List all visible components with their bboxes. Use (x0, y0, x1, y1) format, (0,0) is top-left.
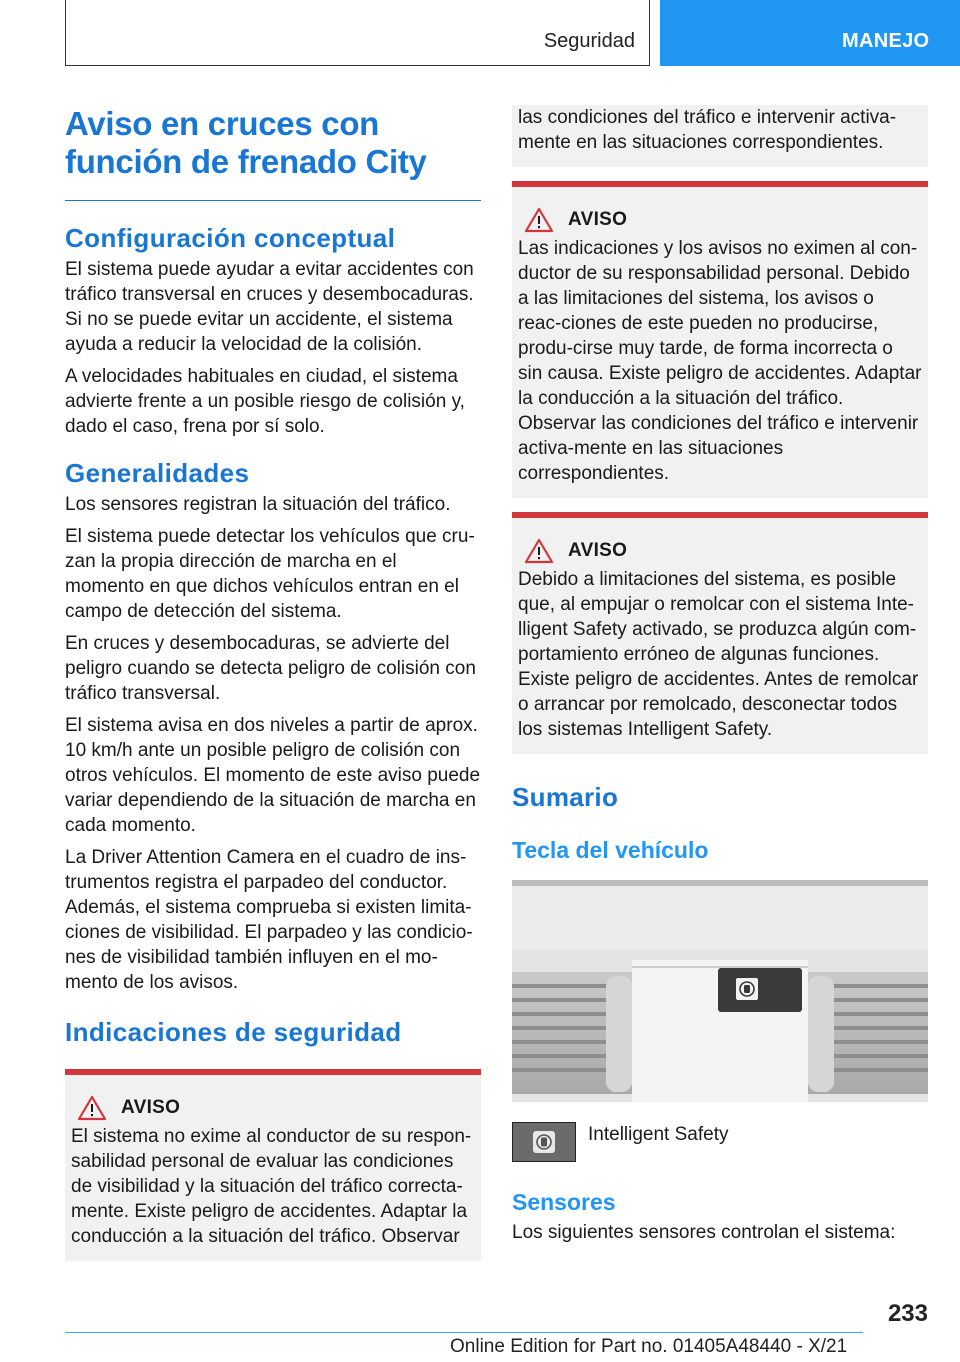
warning-header (71, 1095, 475, 1121)
paragraph-general-4: El sistema avisa en dos niveles a partir de aprox. 10 km/h ante un posible peligro de colisión con otros vehículos. El momento de este aviso puede variar dependiendo de la situación de marcha en cada momento. (65, 715, 481, 836)
warning-label: AVISO (121, 1097, 181, 1118)
paragraph-sensores: Los siguientes sensores controlan el sistema: (512, 1222, 896, 1243)
footer-edition: Online Edition for Part no. 01405A48440 - X/21 (450, 1336, 848, 1357)
left-column (65, 105, 481, 1261)
paragraph-general-5: La Driver Attention Camera en el cuadro de ins-trumentos registra el parpadeo del conductor. Además, el sistema comprueba si existen limita-ciones de visibilidad. El parpadeo y las condicio-nes de visibilidad también influyen en el mo-mento de los avisos. (65, 847, 473, 993)
heading-seguridad: Indicaciones de seguridad (65, 1017, 402, 1047)
header-chapter-label: MANEJO (842, 30, 930, 52)
page-title-line1: Aviso en cruces con (65, 105, 380, 142)
paragraph-config-1: El sistema puede ayudar a evitar accidentes con tráfico transversal en cruces y desembocaduras. Si no se puede evitar un accidente, el sistema ayuda a reducir la velocidad de la colisión. (65, 259, 474, 355)
warning-label: AVISO (568, 209, 628, 230)
warning-text: Las indicaciones y los avisos no eximen al con-ductor de su responsabilidad personal. Debido a las limitaciones del sistema, los avisos o reac-ciones de este pueden no producirse, produ-cirse muy tarde, de forma incorrecta o sin causa. Existe peligro de accidentes. Adaptar la conducción a la situación del tráfico. Observar las condiciones del tráfico e intervenir activa-mente en las situaciones correspondientes. (518, 238, 922, 484)
warning-box (512, 181, 928, 498)
header-section-box (65, 0, 650, 66)
warning-header (518, 207, 922, 233)
right-column (512, 105, 928, 1245)
page-title-line2: función de frenado City (65, 143, 427, 180)
header-chapter-tab[interactable] (660, 0, 960, 66)
warning-continuation-text: las condiciones del tráfico e intervenir activa-mente en las situaciones correspondientes. (518, 107, 897, 153)
warning-triangle-icon (524, 538, 554, 564)
key-legend-row (512, 1122, 928, 1162)
warning-triangle-icon (77, 1095, 107, 1121)
paragraph-general-2: El sistema puede detectar los vehículos que cru-zan la propia dirección de marcha en el momento en que dichos vehículos entran en el campo de detección del sistema. (65, 526, 475, 622)
paragraph-general-1: Los sensores registran la situación del tráfico. (65, 494, 451, 515)
warning-box (65, 1069, 481, 1261)
title-divider (65, 200, 481, 201)
intelligent-safety-icon (532, 1130, 556, 1154)
page-number: 233 (887, 1300, 928, 1327)
key-legend-label: Intelligent Safety (588, 1124, 729, 1145)
vehicle-key-photo (512, 880, 928, 1102)
warning-text: Debido a limitaciones del sistema, es posible que, al empujar o remolcar con el sistema Inte-lligent Safety activado, se produzca algún com-portamiento erróneo de algunas funciones. Existe peligro de accidentes. Antes de remolcar o arrancar por remolcado, desconectar todos los sistemas Intelligent Safety. (518, 569, 919, 740)
heading-tecla: Tecla del vehículo (512, 837, 709, 863)
intelligent-safety-button-thumb (512, 1122, 576, 1162)
page-title (65, 105, 481, 181)
warning-label: AVISO (568, 540, 628, 561)
heading-sensores: Sensores (512, 1189, 616, 1215)
paragraph-general-3: En cruces y desembocaduras, se advierte del peligro cuando se detecta peligro de colisión con tráfico transversal. (65, 633, 476, 704)
footer-divider (65, 1332, 863, 1333)
heading-sumario: Sumario (512, 782, 619, 812)
warning-text: El sistema no exime al conductor de su respon-sabilidad personal de evaluar las condiciones de visibilidad y la situación del tráfico correcta-mente. Existe peligro de accidentes. Adaptar la conducción a la situación del tráfico. Observar (71, 1126, 472, 1247)
heading-generalidades: Generalidades (65, 458, 250, 488)
heading-configuracion: Configuración conceptual (65, 223, 396, 253)
warning-triangle-icon (524, 207, 554, 233)
header-section-label: Seguridad (543, 30, 635, 52)
warning-header (518, 538, 922, 564)
vehicle-dashboard-illustration (512, 880, 928, 1102)
paragraph-config-2: A velocidades habituales en ciudad, el sistema advierte frente a un posible riesgo de colisión y, dado el caso, frena por sí solo. (65, 366, 465, 437)
warning-box (512, 512, 928, 754)
warning-continuation-box (512, 105, 928, 167)
